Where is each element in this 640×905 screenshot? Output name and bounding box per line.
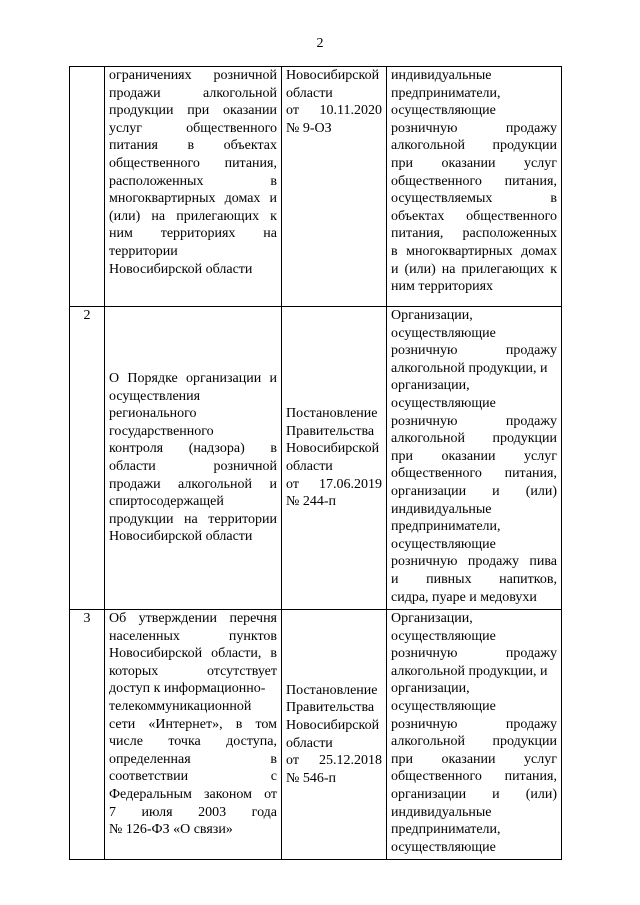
act-line: от 10.11.2020 [286,103,382,119]
act-line: области [286,459,333,474]
subjects-cell [387,67,562,307]
act-line: № 9-ОЗ [286,120,332,136]
subject-line: осуществляющие [391,103,496,119]
subject-line: розничную продажу [391,413,557,429]
name-line: определенная в [109,751,277,767]
subject-line: общественного питания, [391,173,557,189]
act-line: Новосибирской [286,717,380,733]
subject-line: индивидуальные [391,501,492,517]
subject-line: при оказании услуг [391,155,557,171]
subject-line: осуществляющие [391,325,496,341]
name-line: Новосибирской области [109,529,253,545]
subject-line: осуществляющие [391,839,496,855]
subject-line: розничную продажу [391,716,557,732]
subject-line: общественного питания, [391,466,557,482]
subject-line: ним территориях [391,279,494,295]
act-line: от 25.12.2018 [286,753,382,769]
act-line: Постановление [286,682,378,698]
act-line: Новосибирской [286,68,380,83]
subject-line: организации, [391,378,470,394]
document-name-cell [105,67,282,307]
subject-line: осуществляющие [391,536,496,552]
name-line: числе точка доступа, [109,734,277,750]
act-line: Правительства [286,700,375,716]
subject-line: розничную продажу [391,343,557,359]
name-line: продукции на территории [109,511,277,527]
name-line: регионального [109,406,197,422]
subject-line: при оказании услуг [391,751,557,767]
subject-line: осуществляемых в [391,191,557,207]
subject-line: Организации, [391,308,473,323]
subject-line: объектах общественного [391,208,557,224]
subject-line: алкогольной продукции [391,734,557,750]
name-line: 7 июля 2003 года [109,804,277,820]
subject-line: предприниматели, [391,822,501,838]
table-row [70,307,562,610]
subject-line: алкогольной продукции [391,431,557,447]
subject-line: организации, [391,681,470,697]
act-line: Правительства [286,423,375,439]
name-line: соответствии с [109,769,277,785]
subject-line: питания, расположенных [391,226,557,242]
subject-line: алкогольной продукции, и [391,360,548,376]
subjects-cell [387,307,562,610]
name-line: многоквартирных домах и [109,191,277,207]
name-line: контроля (надзора) в [109,441,277,457]
table-row [70,610,562,860]
subject-line: предприниматели, [391,85,501,101]
subject-line: индивидуальные [391,804,492,820]
subject-line: организации и (или) [391,483,557,499]
legal-act-cell [282,307,387,610]
subject-line: осуществляющие [391,628,496,644]
name-line: доступ к информационно- [109,681,266,697]
subject-line: общественного питания, [391,769,557,785]
subject-line: Организации, [391,611,473,626]
name-line: продукции при оказании [109,103,277,119]
name-line: питания в объектах [109,138,277,154]
name-line: продажи алкогольной [109,85,277,101]
subject-line: сидра, пуаре и медовухи [391,589,537,605]
name-line: населенных пунктов [109,628,277,644]
subjects-cell [387,610,562,860]
act-line: области [286,735,333,751]
page-number: 2 [316,36,324,51]
subject-line: и пивных напитков, [391,571,557,587]
name-line: Об утверждении перечня [109,611,277,626]
row-number: 3 [70,610,105,860]
name-line: Новосибирской области, в [109,646,277,662]
act-line: от 17.06.2019 [286,476,382,492]
act-line: Новосибирской [286,441,380,457]
name-line: общественного питания, [109,155,277,171]
regulations-table [69,66,562,860]
subject-line: розничную продажу [391,646,557,662]
subject-line: алкогольной продукции [391,138,557,154]
subject-line: при оказании услуг [391,448,557,464]
name-line: ограничениях розничной [109,68,277,83]
document-name-cell [105,307,282,610]
table-row [70,67,562,307]
name-line: которых отсутствует [109,663,277,679]
act-line: области [286,85,333,101]
name-line: услуг общественного [109,120,277,136]
subject-line: розничную продажу пива [391,554,557,570]
legal-act-cell [282,67,387,307]
subject-line: осуществляющие [391,395,496,411]
name-line: ним территориях на [109,226,277,242]
name-line: расположенных в [109,173,277,189]
name-line: территории [109,243,178,259]
name-line: продажи алкогольной и [109,476,277,492]
name-line: осуществления [109,388,201,404]
legal-act-cell [282,610,387,860]
act-line: Постановление [286,406,378,422]
name-line: государственного [109,423,214,439]
name-line: Новосибирской области [109,261,253,277]
subject-line: в многоквартирных домах [391,243,557,259]
name-line: спиртосодержащей [109,494,224,510]
subject-line: розничную продажу [391,120,557,136]
subject-line: и (или) на прилегающих к [391,261,557,277]
name-line: сети «Интернет», в том [109,716,277,732]
name-line: (или) на прилегающих к [109,208,277,224]
name-line: телекоммуникационной [109,698,252,714]
subject-line: осуществляющие [391,698,496,714]
act-line: № 546-п [286,770,337,786]
act-line: № 244-п [286,494,337,510]
name-line: области розничной [109,459,277,474]
subject-line: алкогольной продукции, и [391,663,548,679]
name-line: № 126-ФЗ «О связи» [109,822,233,838]
row-number [70,67,105,307]
name-line: Федеральным законом от [109,786,277,802]
subject-line: организации и (или) [391,786,557,802]
subject-line: предприниматели, [391,519,501,535]
name-line: О Порядке организации и [109,371,277,387]
subject-line: индивидуальные [391,68,492,83]
document-name-cell [105,610,282,860]
row-number: 2 [70,307,105,610]
